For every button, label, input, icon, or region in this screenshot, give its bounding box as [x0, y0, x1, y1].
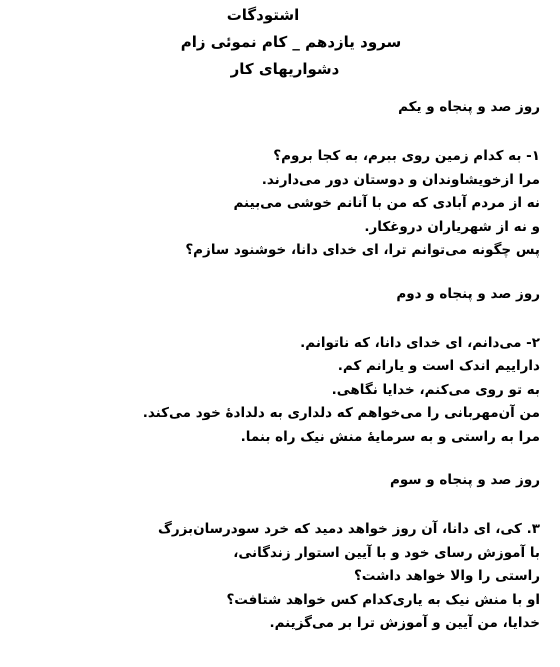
day-heading: روز صد و پنجاه و دوم [396, 285, 540, 302]
day-section [10, 469, 540, 636]
day-section [10, 96, 540, 283]
day-section [10, 283, 540, 470]
verse-line: راستی را والا خواهد داشت؟ [353, 568, 540, 584]
day-heading: روز صد و پنجاه و سوم [389, 472, 540, 488]
verse-line: مرا به راستی و به سرمایهٔ منش نیک راه بنما. [240, 428, 540, 445]
document-title: اشتودگات [226, 6, 300, 24]
verse-line: به تو روی می‌کنم، خدایا نگاهی. [331, 381, 540, 398]
verse-block [10, 518, 540, 636]
day-heading: روز صد و پنجاه و یکم [398, 99, 540, 115]
verse-line: با آموزش رسای خود و با آیین استوار زندگانی، [233, 544, 540, 561]
hymn-title: سرود یازدهم _ کام نموئی زام [180, 33, 402, 51]
verse-line: ۱- به کدام زمین روی ببرم، به کجا بروم؟ [273, 148, 540, 164]
verse-block [10, 145, 540, 263]
chapter-subtitle: دشواریهای کار [230, 60, 340, 78]
verse-line: من آن‌مهربانی را می‌خواهم که دلداری به دلدادهٔ خود می‌کند. [142, 405, 540, 421]
verse-line: ۲- می‌دانم، ای خدای دانا، که ناتوانم. [300, 334, 540, 351]
verse-line: او با منش نیک به یاری‌کدام کس خواهد شتافت؟ [226, 591, 540, 608]
verse-block [10, 332, 540, 450]
verse-line: پس چگونه می‌توانم ترا، ای خدای دانا، خوشنود سازم؟ [185, 242, 540, 258]
verse-line: نه از مردم آبادی که من با آنانم خوشی می‌بینم [233, 195, 540, 211]
verse-line: خدایا، من آیین و آموزش ترا بر می‌گزینم. [269, 615, 540, 631]
verse-line: مرا ازخویشاوندان و دوستان دور می‌دارند. [261, 171, 540, 188]
title-block [0, 2, 520, 83]
verse-line: ۳. کی، ای دانا، آن روز خواهد دمید که خرد سودرسان‌بزرگ [158, 521, 540, 537]
verse-line: و نه از شهریاران دروغکار. [364, 218, 540, 235]
document-body [10, 96, 540, 636]
verse-line: داراییم اندک است و یارانم کم. [337, 358, 540, 374]
